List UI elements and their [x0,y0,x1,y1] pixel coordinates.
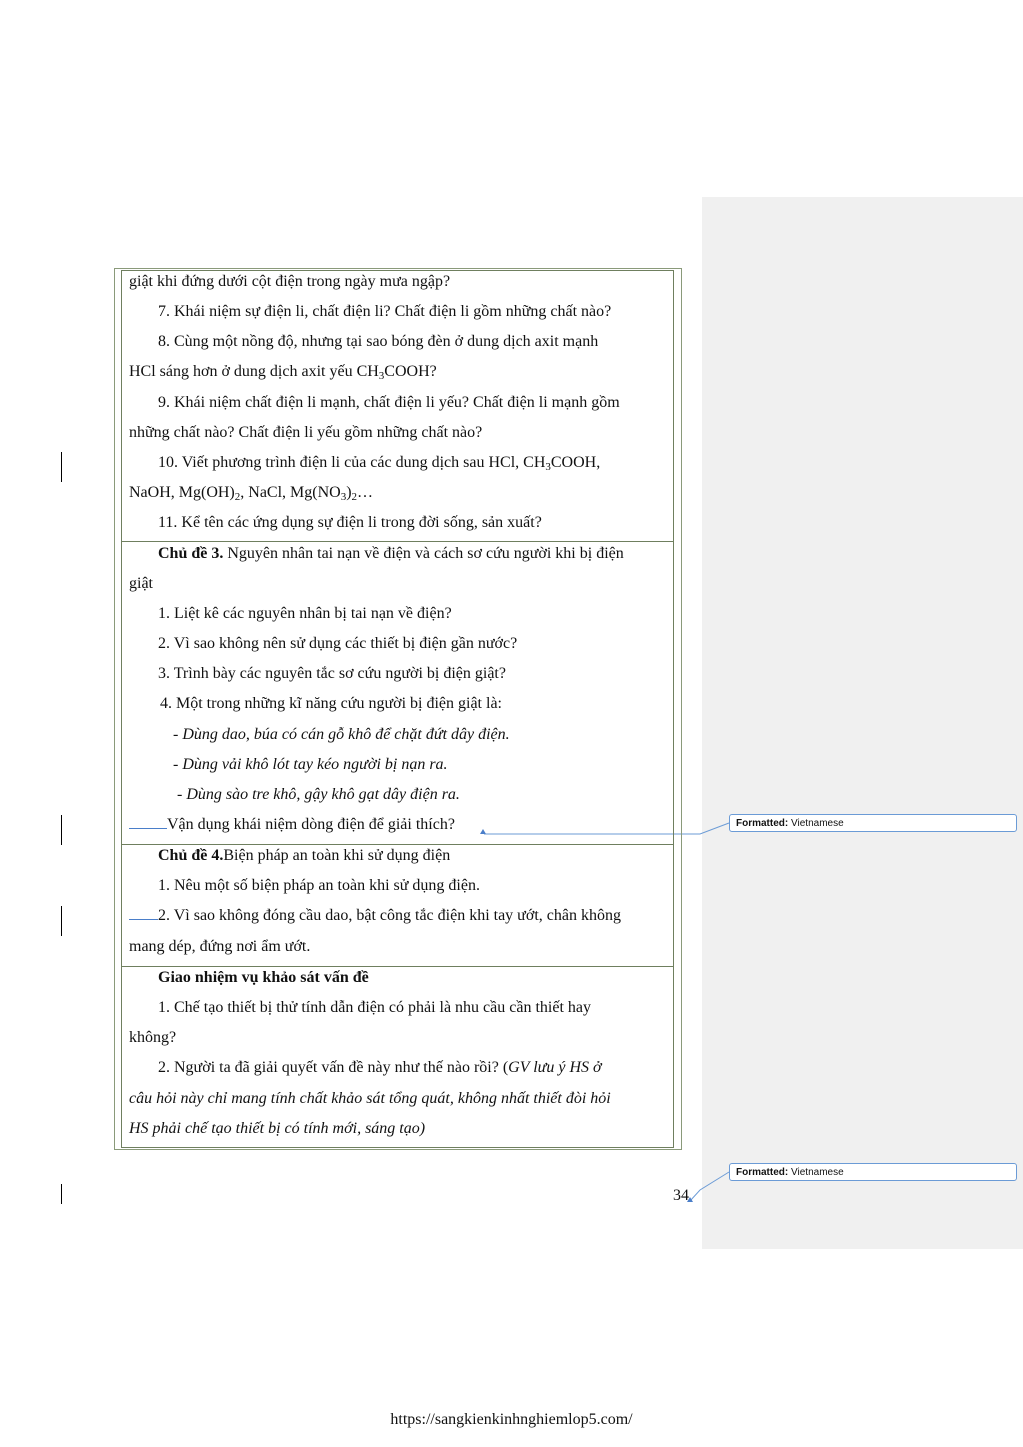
question-2: 2. Người ta đã giải quyết vấn đề này như thế nào rồi? (GV lưu ý HS ở [158,1059,602,1076]
question-8: 8. Cùng một nồng độ, nhưng tại sao bóng đèn ở dung dịch axit mạnh [158,333,599,350]
question-3: 3. Trình bày các nguyên tắc sơ cứu người bị điện giật? [158,665,506,682]
comments-pane [702,197,1023,1249]
comment-label: Formatted: [736,1167,789,1178]
question-4: 4. Một trong những kĩ năng cứu người bị điện giật là: [160,695,502,712]
row-divider [121,541,674,542]
comment-value: Vietnamese [791,1167,844,1178]
section-3-title-cont: giật [129,575,153,592]
apply-question: Vận dụng khái niệm dòng điện để giải thích? [129,815,455,835]
format-comment-balloon[interactable] [729,814,1017,832]
question-text: giật khi đứng dưới cột điện trong ngày mưa ngập? [129,273,451,290]
change-bar [61,815,62,845]
row-divider [121,966,674,967]
comment-anchor-icon [687,1197,693,1202]
question-11: 11. Kể tên các ứng dụng sự điện li trong đời sống, sản xuất? [158,514,542,531]
question-2-cont: HS phải chế tạo thiết bị có tính mới, sáng tạo) [129,1120,426,1137]
section-5-title: Giao nhiệm vụ khảo sát vấn đề [158,969,369,986]
question-10-cont: NaOH, $Mg(OH)_2$, NaCl, $Mg(NO_3)_2\dots$ [129,484,374,503]
question-7: 7. Khái niệm sự điện li, chất điện li? Chất điện li gồm những chất nào? [158,303,612,320]
comment-anchor-icon [480,829,486,834]
change-bar [61,1184,62,1204]
question-2: 2. Vì sao không đóng cầu dao, bật công tắc điện khi tay ướt, chân không [129,906,621,926]
question-1-cont: không? [129,1029,177,1046]
footer-url[interactable]: https://sangkienkinhnghiemlop5.com/ [390,1411,633,1428]
page-number: 34 [673,1187,689,1204]
change-bar [61,452,62,482]
tracked-indent-mark [129,907,158,920]
section-4-title: Chủ đề 4.Biện pháp an toàn khi sử dụng điện [158,847,451,864]
question-2: 2. Vì sao không nên sử dụng các thiết bị điện gần nước? [158,635,518,652]
question-2-cont: câu hỏi này chỉ mang tính chất khảo sát tổng quát, không nhất thiết đòi hỏi [129,1090,611,1107]
comment-value: Vietnamese [791,818,844,829]
question-9: 9. Khái niệm chất điện li mạnh, chất điện li yếu? Chất điện li mạnh gồm [158,394,620,411]
question-1: 1. Chế tạo thiết bị thử tính dẫn điện có phải là nhu cầu cần thiết hay [158,999,591,1016]
question-2-cont: mang dép, đứng nơi ẩm ướt. [129,938,311,955]
question-10: 10. Viết phương trình điện li của các dung dịch sau HCl, $CH_3COOH$, [158,454,601,473]
question-9-cont: những chất nào? Chất điện li yếu gồm những chất nào? [129,424,483,441]
comment-label: Formatted: [736,818,789,829]
question-1: 1. Liệt kê các nguyên nhân bị tai nạn về điện? [158,605,452,622]
row-divider [121,844,674,845]
bullet-item: - Dùng sào tre khô, gậy khô gạt dây điện ra. [177,786,460,803]
bullet-item: - Dùng vải khô lót tay kéo người bị nạn ra. [173,756,448,773]
question-1: 1. Nêu một số biện pháp an toàn khi sử dụng điện. [158,877,480,894]
section-3-title: Chủ đề 3. Nguyên nhân tai nạn về điện và cách sơ cứu người khi bị điện [158,545,624,562]
question-8-cont: HCl sáng hơn ở dung dịch axit yếu $CH_3COOH$? [129,363,437,382]
change-bar [61,906,62,936]
bullet-item: - Dùng dao, búa có cán gỗ khô để chặt đứt dây điện. [173,726,510,743]
format-comment-balloon[interactable] [729,1163,1017,1181]
tracked-indent-mark [129,816,167,829]
